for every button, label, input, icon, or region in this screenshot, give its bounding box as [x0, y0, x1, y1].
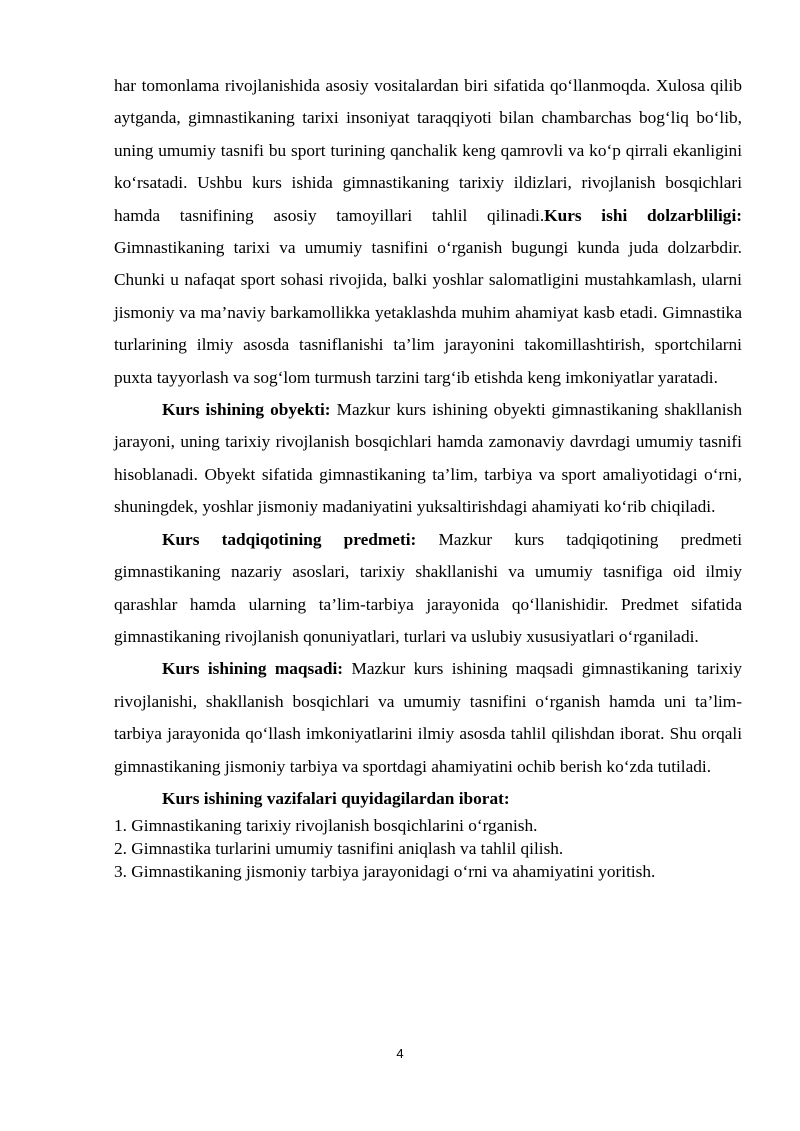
conclusion-text: har tomonlama rivojlanishida asosiy vositalardan biri sifatida qo‘llanmoqda. Xulosa qilib aytganda, gimnastikaning tarixi insoniyat taraqqiyoti bilan chambarchas bog‘liq bo‘lib, uning umumiy tasnifi bu sport turining qanchalik keng qamrovli va ko‘p qirrali ekanligini ko‘rsatadi. Ushbu kurs ishida gimnastikaning tarixiy ildizlari, rivojlanish bosqichlari hamda tasnifining asosiy tamoyillari tahlil qilinadi.	[114, 76, 742, 225]
object-text: Mazkur kurs ishining obyekti gimnastikaning shakllanish jarayoni, uning tarixiy rivojlanish bosqichlari hamda zamonaviy davrdagi umumiy tasnifi hisoblanadi. Obyekt sifatida gimnastikaning ta’lim, tarbiya va sport amaliyotidagi o‘rni, shuningdek, yoshlar jismoniy madaniyatini yuksaltirishdagi ahamiyati ko‘rib chiqiladi.	[114, 400, 742, 517]
tasks-list	[114, 814, 742, 883]
document-page	[114, 70, 742, 883]
paragraph-conclusion-relevance	[114, 70, 742, 394]
relevance-label: Kurs ishi dolzarbliligi:	[544, 205, 742, 225]
subject-label: Kurs tadqiqotining predmeti:	[162, 529, 417, 549]
object-label: Kurs ishining obyekti:	[162, 400, 331, 420]
list-item: 2. Gimnastika turlarini umumiy tasnifini aniqlash va tahlil qilish.	[114, 838, 564, 858]
relevance-text: Gimnastikaning tarixi va umumiy tasnifini o‘rganish bugungi kunda juda dolzarbdir. Chunki u nafaqat sport sohasi rivojida, balki yoshlar salomatligini mustahkamlash, ularni jismoniy va ma’naviy barkamollikka yetaklashda muhim ahamiyat kasb etadi. Gimnastika turlarining ilmiy asosda tasniflanishi ta’lim jarayonini takomillashtirish, sportchilarni puxta tayyorlash va sog‘lom turmush tarzini targ‘ib etishda keng imkoniyatlar yaratadi.	[114, 238, 742, 387]
paragraph-object	[114, 394, 742, 524]
list-item: 1. Gimnastikaning tarixiy rivojlanish bosqichlarini o‘rganish.	[114, 815, 538, 835]
goal-text: Mazkur kurs ishining maqsadi gimnastikaning tarixiy rivojlanishi, shakllanish bosqichlari va umumiy tasnifini o‘rganish hamda uni ta’lim-tarbiya jarayonida qo‘llash imkoniyatlarini ilmiy asosda tahlil qilishdan iborat. Shu orqali gimnastikaning jismoniy tarbiya va sportdagi ahamiyatini ochib berish ko‘zda tutiladi.	[114, 659, 742, 776]
paragraph-subject	[114, 524, 742, 654]
page-number: 4	[396, 1046, 404, 1061]
subject-text: Mazkur kurs tadqiqotining predmeti gimnastikaning nazariy asoslari, tarixiy shakllanishi va umumiy tasnifiga oid ilmiy qarashlar hamda ularning ta’lim-tarbiya jarayonida qo‘llanishidir. Predmet sifatida gimnastikaning rivojlanish qonuniyatlari, turlari va uslubiy xususiyatlari o‘rganiladi.	[114, 529, 742, 646]
paragraph-goal	[114, 653, 742, 783]
list-item: 3. Gimnastikaning jismoniy tarbiya jarayonidagi o‘rni va ahamiyatini yoritish.	[114, 861, 656, 881]
tasks-heading: Kurs ishining vazifalari quyidagilardan iborat:	[162, 788, 510, 808]
goal-label: Kurs ishining maqsadi:	[162, 659, 344, 679]
